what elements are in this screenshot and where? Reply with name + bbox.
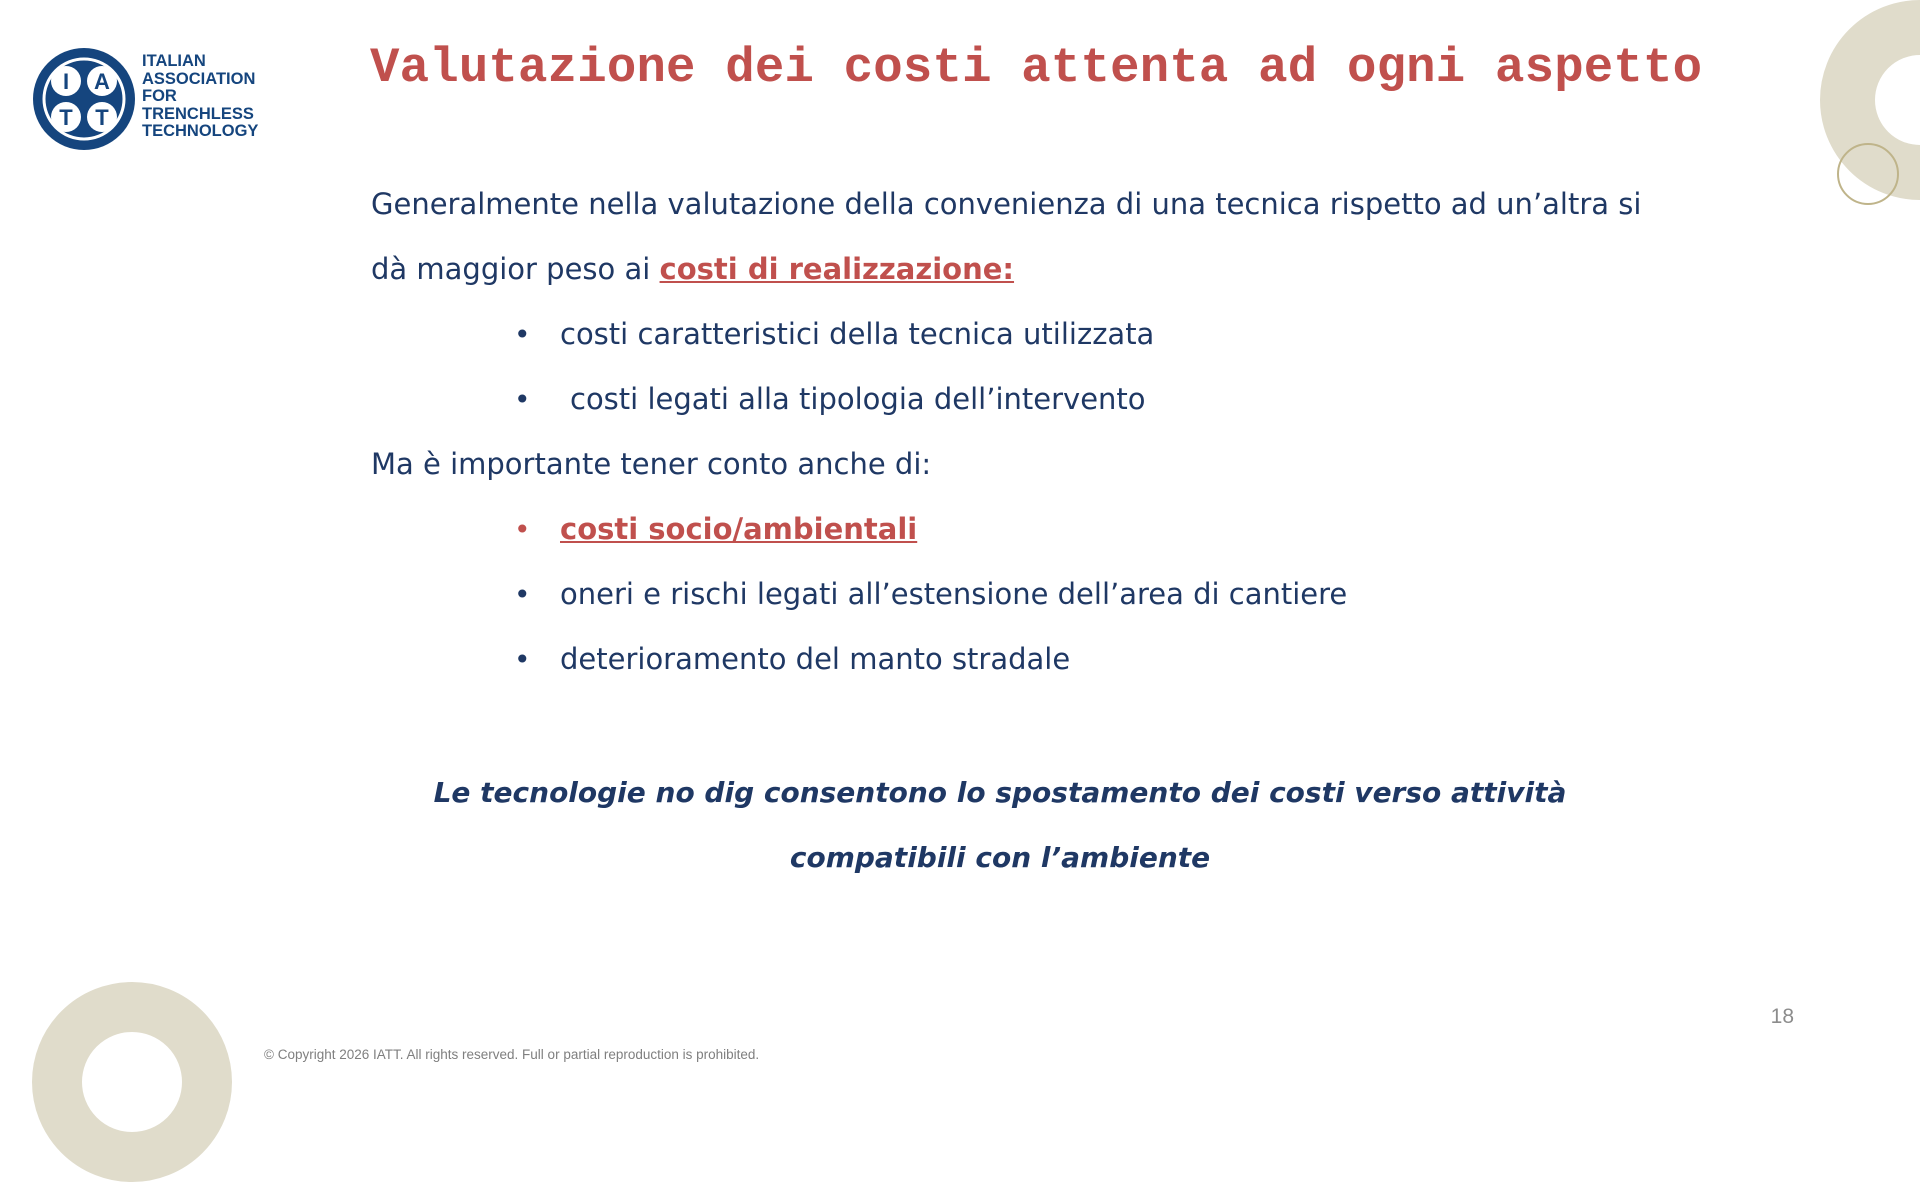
- transition-line: Ma è importante tener conto anche di:: [371, 447, 932, 481]
- logo-text-line: TRENCHLESS: [142, 104, 254, 123]
- bullet-text: oneri e rischi legati all’estensione dell’area di cantiere: [560, 577, 1348, 611]
- intro-line-1: Generalmente nella valutazione della convenienza di una tecnica rispetto ad un’altra si: [371, 187, 1642, 221]
- bullet-dot-icon: •: [514, 578, 531, 611]
- bullet-text: costi legati alla tipologia dell’intervento: [570, 382, 1146, 416]
- bullet-item-highlight: [371, 497, 1791, 562]
- bullet-dot-icon: •: [514, 318, 531, 351]
- logo-text-line: ITALIAN: [142, 52, 206, 70]
- conclusion-line-2: compatibili con l’ambiente: [789, 841, 1211, 874]
- bullet-item: [371, 627, 1791, 692]
- conclusion-line-1: Le tecnologie no dig consentono lo spostamento dei costi verso attività: [433, 776, 1567, 809]
- bullet-text-highlight: costi socio/ambientali: [560, 512, 918, 546]
- slide-body: [371, 172, 1791, 692]
- bullet-dot-icon: •: [514, 513, 531, 546]
- logo-text-line: ASSOCIATION: [142, 69, 256, 88]
- bullet-item: [371, 562, 1791, 627]
- emblem-letter: I: [62, 69, 70, 94]
- bullet-text: deterioramento del manto stradale: [560, 642, 1071, 676]
- emblem-letter: T: [59, 105, 73, 130]
- page-number: 18: [1770, 1005, 1794, 1028]
- logo-text-line: TECHNOLOGY: [142, 122, 259, 141]
- bullet-item: [371, 367, 1791, 432]
- bullet-dot-icon: •: [514, 643, 531, 676]
- emphasis-costi-realizzazione: costi di realizzazione:: [659, 252, 1015, 286]
- emblem-letter: T: [95, 105, 109, 130]
- intro-line-2: [371, 237, 1791, 302]
- bullet-text: costi caratteristici della tecnica utilizzata: [560, 317, 1155, 351]
- decorative-ring-bottom-left: [32, 982, 232, 1182]
- conclusion-statement: [400, 760, 1600, 890]
- decorative-circle-outline: [1837, 143, 1899, 205]
- emblem-letter: A: [94, 69, 110, 94]
- bullet-dot-icon: •: [514, 383, 531, 416]
- logo-text-line: FOR: [142, 87, 177, 106]
- iatt-logo: [32, 47, 277, 152]
- iatt-emblem-icon: [32, 47, 136, 151]
- intro-line-2-prefix: dà maggior peso ai: [371, 252, 660, 286]
- slide-title: Valutazione dei costi attenta ad ogni aspetto: [370, 40, 1703, 96]
- copyright-notice: © Copyright 2026 IATT. All rights reserved. Full or partial reproduction is prohibited.: [264, 1047, 760, 1062]
- bullet-item: [371, 302, 1791, 367]
- logo-wordmark: [142, 53, 258, 141]
